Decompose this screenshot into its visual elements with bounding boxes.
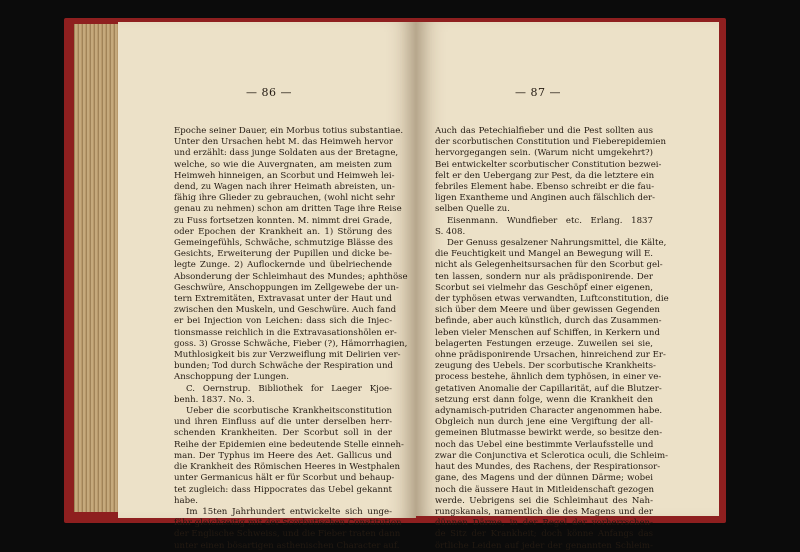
text-line: S. 408. [435,226,466,237]
text-line: fähig ihre Glieder zu gebrauchen, (wohl nicht sehr [174,193,395,204]
text-line: tet zugleich: dass Hippocrates das Uebel gekannt [174,484,392,495]
text-line: der scorbutischen Constitution und Fieberepidemien [435,137,667,148]
text-line: dend, zu Wagen nach ihrer Heimath abreisten, un- [174,182,395,193]
text-line: noch die äussere Haut in Mitleidenschaft gezogen [435,484,655,495]
text-line: Im 15ten Jahrhundert entwickelte sich unge- [186,506,392,517]
text-line: zeugung des Uebels. Der scorbutische Krankheits- [435,361,656,372]
right-page [416,22,719,551]
text-line: ohne prädisponirende Ursachen, hinreichend zur Er- [435,350,666,361]
text-line: de Sitz der Krankheit; doch könne Anfangs das [435,529,653,540]
text-line: genau zu nehmen) schon am dritten Tage ihre Reise [174,204,402,215]
text-line: unter einen bösartigen asthenischen Character auf. [174,540,400,551]
text-line: Der Genuss gesalzener Nahrungsmittel, die Kälte, [447,238,667,249]
text-line: unter Germanicus hält er für Scorbut und behaup- [174,473,395,484]
text-line: die Krankheit des Römischen Heeres in Westphalen [174,462,401,473]
text-line: zwischen den Muskeln, und Geschwüre. Auch fand [174,305,397,316]
text-line: Eisenmann. Wundfieber etc. Erlang. 1837 [447,215,653,226]
text-line: zu Fuss fortsetzen konnten. M. nimmt drei Grade, [174,215,393,226]
text-line: oder Epochen der Krankheit an. 1) Störung des [174,226,392,237]
page-edges [74,24,124,512]
text-line: bunden; Tod durch Schwäche der Respiration und [174,361,393,372]
text-line: befinde, aber auch künstlich, durch das Zusammen- [435,316,662,327]
text-line: man. Der Typhus im Heere des Aet. Gallicus und [174,450,392,461]
text-line: leben vieler Menschen auf Schiffen, in Kerkern und [435,327,660,338]
left-page [118,22,416,551]
text-line: Heimweh hinneigen, an Scorbut und Heimweh lei- [174,170,395,181]
text-line: Epoche seiner Dauer, ein Morbus totius substantiae. [174,126,404,136]
text-line: Ueber die scorbutische Krankheitsconstitution [186,406,392,417]
text-line: Geschwüre, Anschoppungen im Zellgewebe der un- [174,282,399,293]
text-line: Gesichts, Erweiterung der Pupillen und dicke be- [174,249,392,260]
text-line: febriles Element habe. Ebenso schreibt er die fau- [435,182,655,193]
text-line: setzung erst dann folge, wenn die Krankheit den [435,394,653,405]
text-line: Gemeingefühls, Schwäche, schmutzige Blässe des [174,238,393,249]
text-line: belagerten Festungen erzeuge. Zuweilen sei sie, [435,338,653,349]
text-line: benh. 1837. No. 3. [174,394,255,405]
text-line: werde. Uebrigens sei die Schleimhaut des Nah- [435,495,653,506]
text-line: Bei entwickelter scorbutischer Constitution bezwei- [435,159,662,170]
text-line: er bei Injection von Leichen: dass sich die Injec- [174,316,392,327]
text-line: ten lassen, sondern nur als prädisponirende. Der [435,271,653,282]
text-line: schenden Krankheiten. Der Scorbut soll in der [174,428,392,439]
text-line: Muthlosigkeit bis zur Verzweiflung mit Delirien ver- [174,350,401,361]
text-line: der Englische Schweiss, und die Fieber traten dann [174,529,401,540]
right-page-text [435,126,669,552]
left-page-text [174,126,408,552]
text-line: dünnen Därme, in der Regel der vorherrschen- [435,518,653,529]
text-line: die Feuchtigkeit und Mangel an Bewegung will E. [435,249,653,260]
text-line: welche, so wie die Auvergnaten, am meisten zum [174,159,392,170]
text-line: rungskanals, namentlich die des Magens und der [435,506,653,517]
text-line: gemeinen Blutmasse bewirkt werde, so besitze den- [435,428,663,439]
text-line: gane, des Magens und der dünnen Därme; wobei [435,473,653,484]
text-line: C. Oernstrup. Bibliothek for Laeger Kjoe- [186,383,392,394]
text-line: ligen Exantheme und Anginen auch fälschlich der- [435,193,656,204]
text-line: und erzählt: dass junge Soldaten aus der Bretagne, [174,148,399,159]
text-line: noch das Uebel eine bestimmte Verlaufsstelle und [435,439,654,450]
text-line: haut des Mundes, des Rachens, der Respirationsor- [435,462,661,473]
text-line: goss. 3) Grosse Schwäche, Fieber (?), Hämorrhagien, [174,338,408,349]
text-line: process bestehe, ähnlich dem typhösen, in einer ve- [435,372,662,383]
text-line: hervorgegangen sein. (Warum nicht umgekehrt?) [435,148,653,159]
text-line: zwar die Conjunctiva et Sclerotica oculi, die Schleim- [435,450,669,461]
text-line: Anschoppung der Lungen. [174,372,290,383]
text-line: selben Quelle zu. [435,204,510,215]
text-line: fähr gleichzeitig mit der Scorbutischen Constitution [174,518,402,529]
page-number-right: — 87 — [515,86,561,99]
text-line: tern Extremitäten, Extravasat unter der Haut und [174,294,392,305]
text-line: sich über dem Meere und über gewissen Gegenden [435,305,660,316]
text-line: getativen Anomalie der Capillarität, auf die Blutzer- [435,383,662,394]
text-line: nicht als Gelegenheitsursachen für den Scorbut gel- [435,260,663,271]
text-line: örtliche Leiden auf jeder der genannten Schleim- [435,540,653,551]
text-line: Absonderung der Schleimhaut des Mundes; aphthöse [174,271,408,282]
text-line: Reihe der Epidemien eine bedeutende Stelle einneh- [174,439,404,450]
text-line: Scorbut sei vielmehr das Geschöpf einer eigenen, [435,282,653,293]
text-line: felt er den Uebergang zur Pest, da die letztere ein [435,170,655,181]
text-line: der typhösen etwas verwandten, Luftconstitution, die [435,294,669,305]
text-line: Auch das Petechialfieber und die Pest sollten aus [435,126,653,136]
text-line: tionsmasse reichlich in die Extravasationshölen er- [174,327,397,338]
page-number-left: — 86 — [246,86,292,99]
text-line: adynamisch-putriden Character angenommen habe. [435,406,663,417]
text-line: habe. [174,495,198,506]
text-line: legte Zunge. 2) Auflockernde und übelriechende [174,260,392,271]
text-line: und ihren Einfluss auf die unter derselben herr- [174,417,392,428]
text-line: Unter den Ursachen hebt M. das Heimweh hervor [174,137,393,148]
text-line: Obgleich nun durch jene eine Vergiftung der all- [435,417,653,428]
